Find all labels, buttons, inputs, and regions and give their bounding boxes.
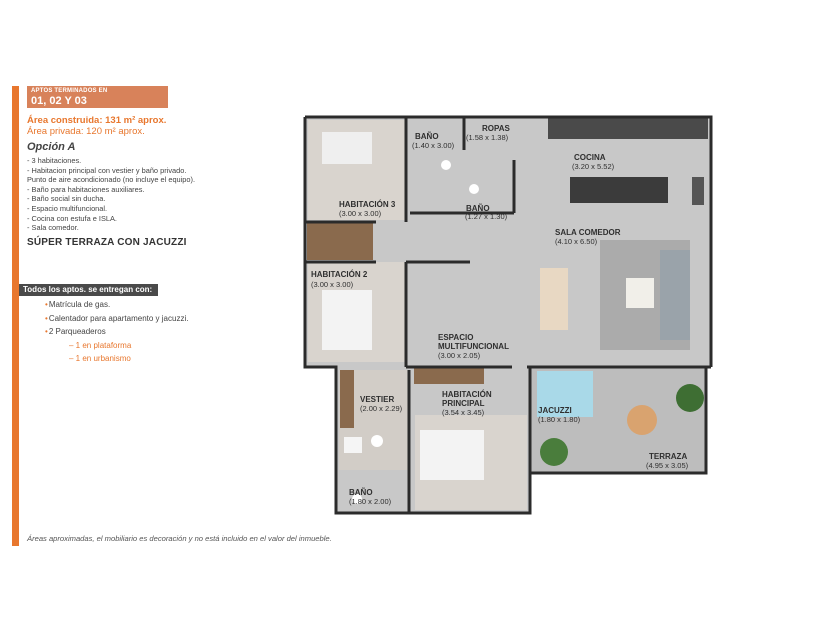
dim-espacio: (3.00 x 2.05) xyxy=(438,351,481,360)
included-heading: Todos los aptos. se entregan con: xyxy=(19,284,158,296)
footnote: Áreas aproximadas, el mobiliario es decoración y no está incluido en el valor del inmueble. xyxy=(27,534,332,543)
dim-vestier: (2.00 x 2.29) xyxy=(360,404,403,413)
label-habitacion-principal-2: PRINCIPAL xyxy=(442,399,485,408)
feature-item: - Sala comedor. xyxy=(27,223,79,233)
terrace-highlight: SÚPER TERRAZA CON JACUZZI xyxy=(27,237,187,248)
included-subitem: – 1 en plataforma xyxy=(69,340,132,350)
built-area: Área construida: 131 m² aprox. xyxy=(27,115,167,126)
dim-bano-3: (1.80 x 2.00) xyxy=(349,497,392,506)
dim-bano-2: (1.27 x 1.30) xyxy=(465,212,508,221)
label-ropas: ROPAS xyxy=(482,124,510,133)
dim-bano-1: (1.40 x 3.00) xyxy=(412,141,455,150)
dim-cocina: (3.20 x 5.52) xyxy=(572,162,615,171)
dim-habitacion-3: (3.00 x 3.00) xyxy=(339,209,382,218)
label-multifuncional: MULTIFUNCIONAL xyxy=(438,342,509,351)
label-habitacion-2: HABITACIÓN 2 xyxy=(311,270,368,279)
included-subitem: – 1 en urbanismo xyxy=(69,354,131,363)
feature-item: - Espacio multifuncional. xyxy=(27,203,108,213)
label-jacuzzi: JACUZZI xyxy=(538,406,572,415)
feature-item: - Habitacion principal con vestier y baño privado. xyxy=(27,165,187,175)
dim-jacuzzi: (1.80 x 1.80) xyxy=(538,415,581,424)
header-caption: APTOS TERMINADOS EN xyxy=(31,88,108,94)
dim-habitacion-2: (3.00 x 3.00) xyxy=(311,280,354,289)
bullet-icon: • xyxy=(45,313,48,323)
label-habitacion-3: HABITACIÓN 3 xyxy=(339,200,396,209)
label-vestier: VESTIER xyxy=(360,395,395,404)
bullet-icon: • xyxy=(45,300,48,309)
feature-item: - Baño para habitaciones auxiliares. xyxy=(27,184,145,194)
feature-item: - Cocina con estufa e ISLA. xyxy=(27,213,117,223)
included-item: •2 Parqueaderos xyxy=(45,327,106,336)
dim-terraza: (4.95 x 3.05) xyxy=(646,461,689,470)
label-habitacion-principal-1: HABITACIÓN xyxy=(442,390,492,399)
bullet-icon: • xyxy=(45,327,48,336)
option-title: Opción A xyxy=(27,141,76,153)
label-bano-2: BAÑO xyxy=(466,204,490,213)
dim-ropas: (1.58 x 1.38) xyxy=(466,133,509,142)
feature-item: - Baño social sin ducha. xyxy=(27,194,106,204)
label-espacio: ESPACIO xyxy=(438,333,474,342)
label-sala-comedor: SALA COMEDOR xyxy=(555,228,621,237)
label-terraza: TERRAZA xyxy=(649,452,688,461)
dim-sala-comedor: (4.10 x 6.50) xyxy=(555,237,598,246)
label-bano-1: BAÑO xyxy=(415,132,439,141)
feature-item: Punto de aire acondicionado (no incluye el equipo). xyxy=(27,175,196,185)
label-cocina: COCINA xyxy=(574,153,606,162)
private-area: Área privada: 120 m² aprox. xyxy=(27,126,145,137)
dim-habitacion-principal: (3.54 x 3.45) xyxy=(442,408,485,417)
header-units: 01, 02 Y 03 xyxy=(31,95,87,107)
feature-item: - 3 habitaciones. xyxy=(27,156,82,165)
included-item: •Calentador para apartamento y jacuzzi. xyxy=(45,313,189,323)
included-item: •Matrícula de gas. xyxy=(45,300,111,309)
label-bano-3: BAÑO xyxy=(349,488,373,497)
